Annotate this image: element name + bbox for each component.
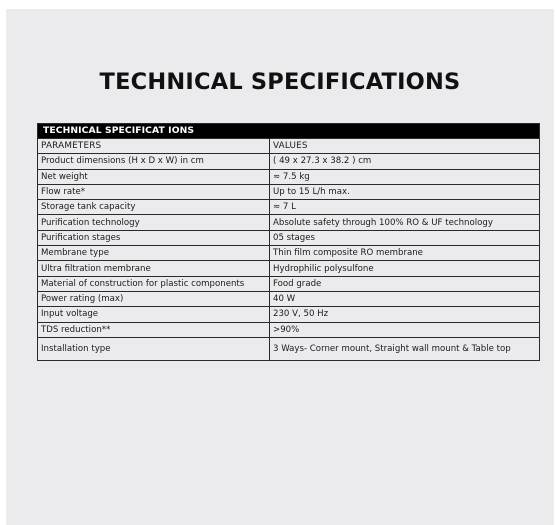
- value-cell: 40 W: [270, 291, 540, 306]
- value-cell: ( 49 x 27.3 x 38.2 ) cm: [270, 154, 540, 169]
- param-cell: Purification technology: [38, 215, 270, 230]
- value-cell: Up to 15 L/h max.: [270, 184, 540, 199]
- table-banner-row: [38, 124, 540, 139]
- param-cell: Power rating (max): [38, 291, 270, 306]
- value-cell: ≈ 7 L: [270, 200, 540, 215]
- table-row: [38, 291, 540, 306]
- value-cell: Food grade: [270, 276, 540, 291]
- value-cell: Absolute safety through 100% RO & UF technology: [270, 215, 540, 230]
- param-cell: Storage tank capacity: [38, 200, 270, 215]
- table-row: [38, 276, 540, 291]
- table-row: [38, 246, 540, 261]
- param-cell: Product dimensions (H x D x W) in cm: [38, 154, 270, 169]
- param-cell: Ultra filtration membrane: [38, 261, 270, 276]
- table-row: [38, 184, 540, 199]
- value-cell: 3 Ways- Corner mount, Straight wall mount & Table top: [270, 337, 540, 360]
- value-cell: 05 stages: [270, 230, 540, 245]
- param-cell: Membrane type: [38, 246, 270, 261]
- spec-table: [37, 123, 540, 361]
- table-row: [38, 169, 540, 184]
- param-cell: Material of construction for plastic components: [38, 276, 270, 291]
- table-row: [38, 230, 540, 245]
- table-banner: TECHNICAL SPECIFICAT IONS: [38, 124, 540, 139]
- table-row: [38, 154, 540, 169]
- page-title: TECHNICAL SPECIFICATIONS: [99, 69, 461, 95]
- value-cell: >90%: [270, 322, 540, 337]
- header-values: VALUES: [270, 139, 540, 154]
- table-row: [38, 307, 540, 322]
- value-cell: Thin film composite RO membrane: [270, 246, 540, 261]
- param-cell: Purification stages: [38, 230, 270, 245]
- table-row: [38, 337, 540, 360]
- table-row: [38, 261, 540, 276]
- value-cell: ≈ 7.5 kg: [270, 169, 540, 184]
- value-cell: 230 V, 50 Hz: [270, 307, 540, 322]
- table-row: [38, 200, 540, 215]
- param-cell: TDS reduction**: [38, 322, 270, 337]
- table-row: [38, 322, 540, 337]
- param-cell: Flow rate*: [38, 184, 270, 199]
- spec-panel: [6, 9, 554, 525]
- table-header-row: [38, 139, 540, 154]
- table-row: [38, 215, 540, 230]
- param-cell: Net weight: [38, 169, 270, 184]
- param-cell: Installation type: [38, 337, 270, 360]
- param-cell: Input voltage: [38, 307, 270, 322]
- header-parameters: PARAMETERS: [38, 139, 270, 154]
- value-cell: Hydrophilic polysulfone: [270, 261, 540, 276]
